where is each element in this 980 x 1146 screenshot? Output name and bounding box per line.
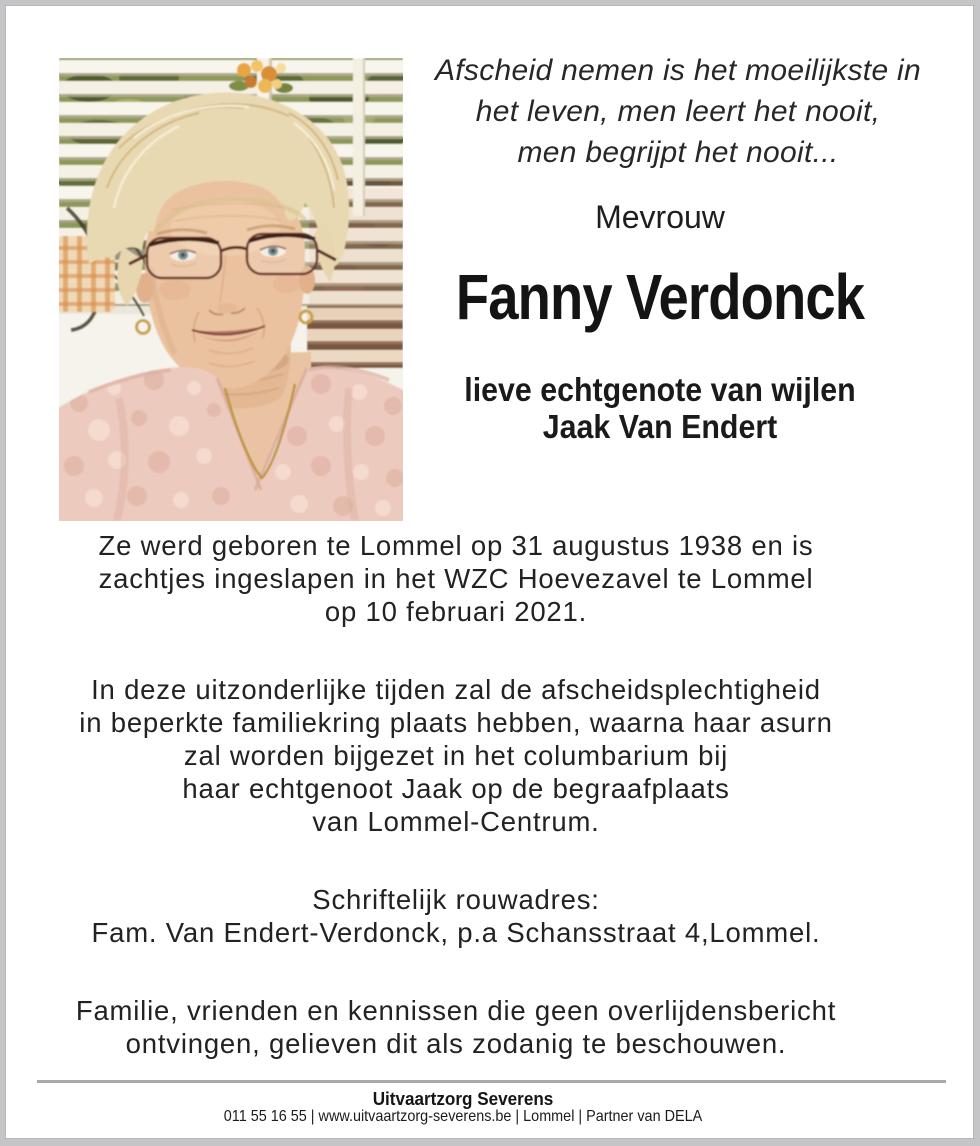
opening-quote [408,50,948,173]
quote-line: het leven, men leert het nooit, [475,95,881,128]
footer-divider [37,1080,946,1083]
paragraph-ceremony: In deze uitzonderlijke tijden zal de afscheidsplechtigheid in beperkte familiekring plaats hebben, waarna haar asurn zal worden bijgezet in het columbarium bij haar echtgenoot Jaak op de begraafplaats van Lommel-Centrum. [79,674,833,837]
paragraph-notice: Familie, vrienden en kennissen die geen overlijdensbericht ontvingen, gelieven dit als zodanig te beschouwen. [75,995,837,1059]
paragraph-condolence-address: Schriftelijk rouwadres: Fam. Van Endert-Verdonck, p.a Schansstraat 4,Lommel. [91,884,821,948]
quote-line: men begrijpt het nooit... [517,136,839,169]
funeral-home-name: Uitvaartzorg Severens [372,1089,554,1109]
salutation: Mevrouw [595,199,725,235]
deceased-name: Fanny Verdonck [455,261,865,333]
obituary-card [5,5,974,1139]
relation-line: lieve echtgenote van wijlen [464,371,856,408]
funeral-home-contact: 011 55 16 55 | www.uitvaartzorg-severens.be | Lommel | Partner van DELA [223,1108,703,1125]
quote-line: Afscheid nemen is het moeilijkste in [434,54,922,87]
portrait-photo [59,58,403,521]
portrait-photo-illustration [59,58,403,521]
paragraph-birth-death: Ze werd geboren te Lommel op 31 augustus 1938 en is zachtjes ingeslapen in het WZC Hoevezavel te Lommel op 10 februari 2021. [98,530,814,627]
relation-text [424,371,895,445]
announcement-body [56,529,856,1105]
relation-line: Jaak Van Endert [542,408,778,445]
